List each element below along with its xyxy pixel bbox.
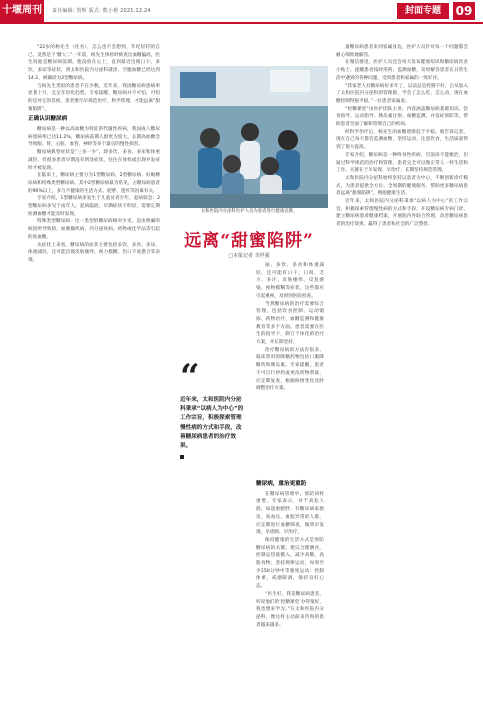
headline-text: 远离“甜蜜陷阱” xyxy=(184,231,314,251)
paragraph: 与杨先生类似的患者不在少数。近年来，我国糖尿病患病率显著上升，且呈年轻化趋势。专家提醒，糖尿病并不可怕，可怕的是对它的忽视，患者要尽早规范治疗，科学管理，才能远离“甜蜜陷阱”。 xyxy=(28,83,160,112)
paragraph: 糖尿病典型症状是“三多一少”，即多饮、多食、多尿和体重减轻，但很多患者早期没有明显症状，往往在体检或出现并发症时才被发现。 xyxy=(28,150,160,171)
page-number: 09 xyxy=(453,2,475,20)
quote-mark-icon: “ xyxy=(180,357,200,397)
paragraph: 在糖尿病管理中，预防同样重要。专家表示，对于高危人群，如超重肥胖、有糖尿病家族史、高血压、血脂异常的人群，应定期进行血糖筛查，做到早发现、早诊断、早治疗。 xyxy=(256,491,324,536)
paragraph: 保持健康的生活方式是预防糖尿病的关键。建议合理膳食，控制总热量摄入，减少高糖、高脂食物；坚持规律运动，每周至少150分钟中等强度运动；控制体重，戒烟限酒，保持良好心态。 xyxy=(256,537,324,590)
section-label: 封面专题 xyxy=(397,3,449,19)
byline: □本报记者 李世强 xyxy=(228,253,270,259)
column-2-upper xyxy=(256,262,324,393)
paragraph: 当然糖尿病的治疗需要综合管理，包括饮食控制、运动锻炼、药物治疗、血糖监测和健康教育等多个方面。患者需要在医生的指导下，制订个体化的治疗方案，并长期坚持。 xyxy=(256,301,324,346)
photo-caption: 太和医院内分泌科医护人员为患者进行健康宣教。 xyxy=(200,209,298,214)
page-header xyxy=(0,0,483,22)
subheading-1: 正确认识糖尿病 xyxy=(28,116,68,123)
paragraph: 治疗糖尿病的方法有很多，临床常用的降糖药物包括口服降糖药和胰岛素。专家提醒，患者不可自行停药或更改药物剂量，应定期复查，根据病情变化及时调整治疗方案。 xyxy=(256,347,324,392)
paragraph: 专家介绍，1型糖尿病多发生于儿童及青少年，起病较急；2型糖尿病多见于成年人，起病隐匿，早期症状不明显，需要定期检测血糖才能及时发现。 xyxy=(28,196,160,217)
paragraph: “控糖课堂”由医护团队主讲，内容涵盖糖尿病基础知识、饮食指导、运动指导、胰岛素注射、血糖监测、并发症预防等，帮助患者全面了解和管理自己的疾病。 xyxy=(336,106,468,128)
pull-quote-text: 近年来，太和医院内分泌科秉承“以病人为中心”的工作宗旨，积极探索管理慢性病的方式和手段，改善糖尿病患者的治疗效果。 xyxy=(180,397,244,450)
article-headline xyxy=(170,226,328,251)
column-2-lower xyxy=(256,478,324,629)
paragraph: 近年来，太和医院内分泌科秉承“以病人为中心”的工作宗旨，积极探索管理慢性病的方式和手段，开设糖尿病专病门诊，建立糖尿病患者健康档案，开展院内外联合管理，改善糖尿病患者的治疗效果，赢得了患者和社会的广泛赞誉。 xyxy=(336,199,468,228)
paragraph: 经科学治疗后，杨先生的血糖逐渐趋于平稳。他告诉记者，现在自己每天都会监测血糖，坚持运动，注意饮食，生活质量得到了很大提高。 xyxy=(336,129,468,151)
column-3 xyxy=(336,44,468,229)
paragraph: 太和医院内分泌科始终坚持以患者为中心，不断创新诊疗模式，为患者提供全方位、全周期的健康服务，帮助更多糖尿病患者远离“甜蜜陷阱”，拥抱健康生活。 xyxy=(336,175,468,197)
paragraph: “我家老人有糖尿病好多年了，以前总是控制不好，自从加入了太和医院内分泌科的管理群，学会了怎么吃、怎么动，现在血糖控制得很平稳。”一位患者家属说。 xyxy=(336,83,468,104)
paragraph: 在微信群里，医护人员还会每天发布健康知识和糖尿病饮食小贴士，提醒患者按时用药、监测血糖，及时解答患者在日常生活中遇到的各种问题，受到患者和家属的一致好评。 xyxy=(336,60,468,81)
article-photo xyxy=(170,66,328,208)
paragraph: 量糖尿病患者来到家属身边，医护人员针对每一个问题都会耐心细致地解答。 xyxy=(336,45,468,58)
paragraph: “22岁的杨先生（化名），怎么也不会想到，年纪轻轻的自己，竟然是个‘糖人’。”一年前，杨先生体检时被查出血糖偏高，医生说他是糖尿病前期。他没放在心上，直到最近出现口干、多饮、多尿等症状，到太和医院内分泌科就诊，空腹血糖已经达到14.2，被确诊为2型糖尿病。 xyxy=(28,45,160,81)
newspaper-brand: 十堰周刊 xyxy=(0,0,44,22)
paragraph: 特殊类型糖尿病：这一类型的糖尿病相对少见，是由明确的病因所导致的，如胰腺疾病、内分泌疾病、药物或化学品等引起的高血糖。 xyxy=(28,219,160,240)
paragraph: “医生好，我是糖尿病患者，听说他们的‘控糖课堂’办得很好，我也想来学习。”在太和医院内分泌科，像这样主动前来咨询的患者越来越多。 xyxy=(256,591,324,628)
quote-end-mark xyxy=(180,455,184,459)
paragraph: 糖尿病是一种以高血糖为特征的代谢性疾病，我国成人糖尿病患病率已达11.2%，糖尿病前期人群更为庞大。长期高血糖会导致眼、肾、心脏、血管、神经等多个器官的慢性损害。 xyxy=(28,127,160,148)
pull-quote xyxy=(180,357,246,459)
paragraph: 在临床上，糖尿病主要分为1型糖尿病、2型糖尿病、妊娠糖尿病和特殊类型糖尿病。其中2型糖尿病最为常见，占糖尿病患者的90%以上，多与不健康的生活方式、肥胖、遗传等因素有关。 xyxy=(28,173,160,194)
header-rule xyxy=(0,22,483,24)
paragraph: 从症状上来看，糖尿病的症状主要包括多饮、多食、多尿、体重减轻，还可能出现皮肤瘙痒、视力模糊、伤口不易愈合等表现。 xyxy=(28,242,160,263)
paragraph: 专家介绍，糖尿病是一种终身性疾病，目前尚不能根治，但通过科学规范的治疗和管理，患者完全可以像正常人一样生活和工作。关键在于早发现、早治疗、长期坚持规范管理。 xyxy=(336,152,468,174)
photo-illustration xyxy=(170,66,328,208)
paragraph: 屎、多饮、多食和体重减轻，还可能有口干、口渴、乏力、多汗、皮肤瘙痒、反复感染、视物模糊等症状，这些都应引起重视，及时到医院检查。 xyxy=(256,263,324,299)
subheading-2: 糖尿病，重治更重防 xyxy=(256,481,307,487)
column-1 xyxy=(28,44,160,265)
editor-meta: 责任编辑: 贺辉 版式: 熊小艳 2021.12.24 xyxy=(52,8,151,14)
